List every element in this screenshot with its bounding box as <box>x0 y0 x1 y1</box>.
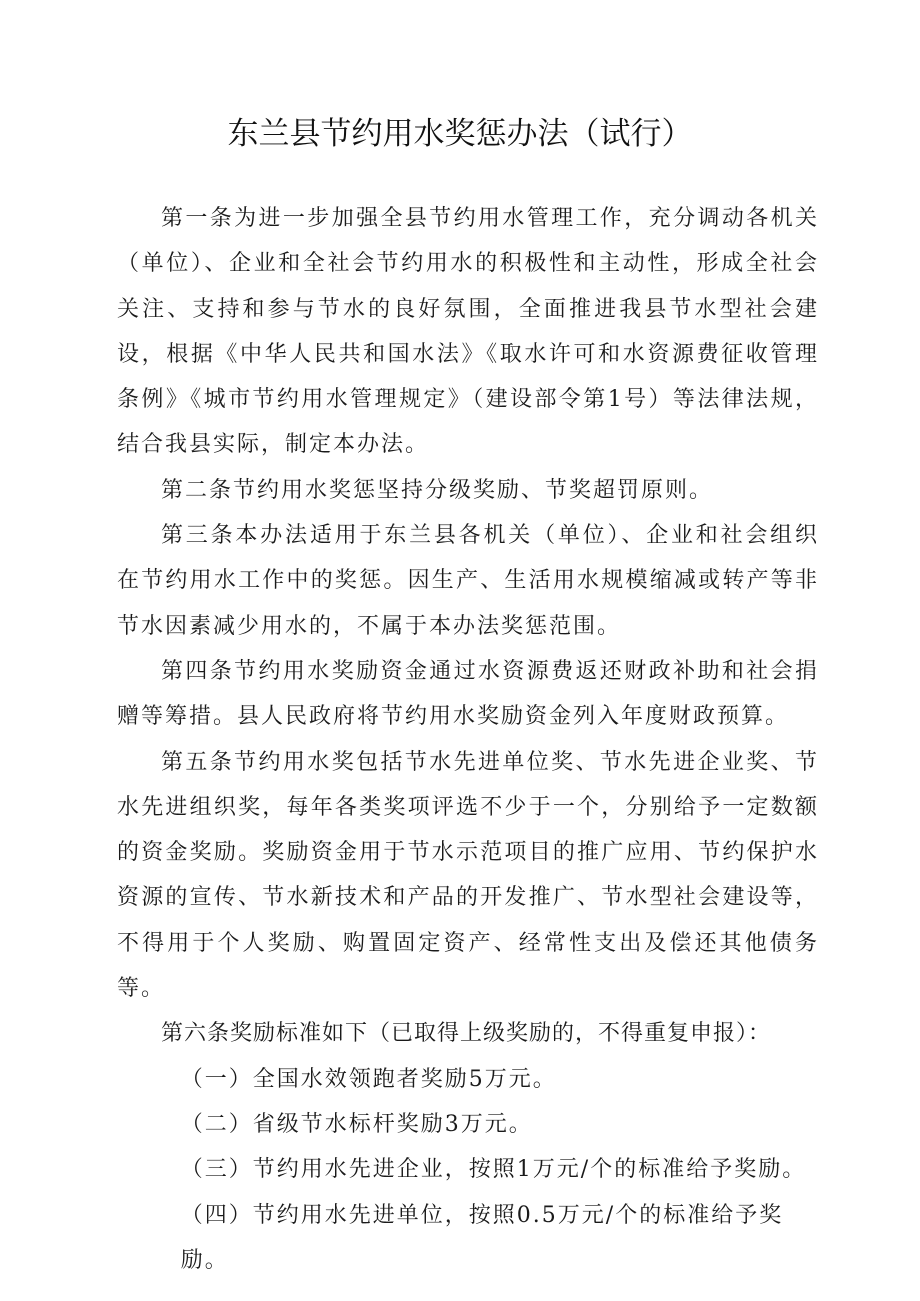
document-body <box>117 196 819 1283</box>
article-2-paragraph: 第二条节约用水奖惩坚持分级奖励、节奖超罚原则。 <box>161 477 714 503</box>
article-6-paragraph: 第六条奖励标准如下（已取得上级奖励的，不得重复申报）： <box>161 1021 772 1047</box>
document-title: 东兰县节约用水奖惩办法（试行） <box>227 116 693 152</box>
reward-item-1: （一）全国水效领跑者奖励5万元。 <box>180 1066 557 1092</box>
reward-item-3: （三）节约用水先进企业，按照1万元/个的标准给予奖励。 <box>180 1157 807 1183</box>
reward-item-4: （四）节约用水先进单位，按照0.5万元/个的标准给予奖励。 <box>180 1202 784 1273</box>
reward-item-2: （二）省级节水标杆奖励3万元。 <box>180 1111 533 1137</box>
article-5-paragraph: 第五条节约用水奖包括节水先进单位奖、节水先进企业奖、节水先进组织奖，每年各类奖项评选不少于一个，分别给予一定数额的资金奖励。奖励资金用于节水示范项目的推广应用、节约保护水资源的宣传、节水新技术和产品的开发推广、节水型社会建设等，不得用于个人奖励、购置固定资产、经常性支出及偿还其他债务等。 <box>117 749 819 1002</box>
article-3-paragraph: 第三条本办法适用于东兰县各机关（单位）、企业和社会组织在节约用水工作中的奖惩。因生产、生活用水规模缩减或转产等非节水因素减少用水的，不属于本办法奖惩范围。 <box>117 523 819 639</box>
article-1-paragraph: 第一条为进一步加强全县节约用水管理工作，充分调动各机关（单位）、企业和全社会节约用水的积极性和主动性，形成全社会关注、支持和参与节水的良好氛围，全面推进我县节水型社会建设，根据《中华人民共和国水法》《取水许可和水资源费征收管理条例》《城市节约用水管理规定》（建设部令第1号）等法律法规，结合我县实际，制定本办法。 <box>117 206 819 458</box>
article-4-paragraph: 第四条节约用水奖励资金通过水资源费返还财政补助和社会捐赠等筹措。县人民政府将节约用水奖励资金列入年度财政预算。 <box>117 658 819 730</box>
